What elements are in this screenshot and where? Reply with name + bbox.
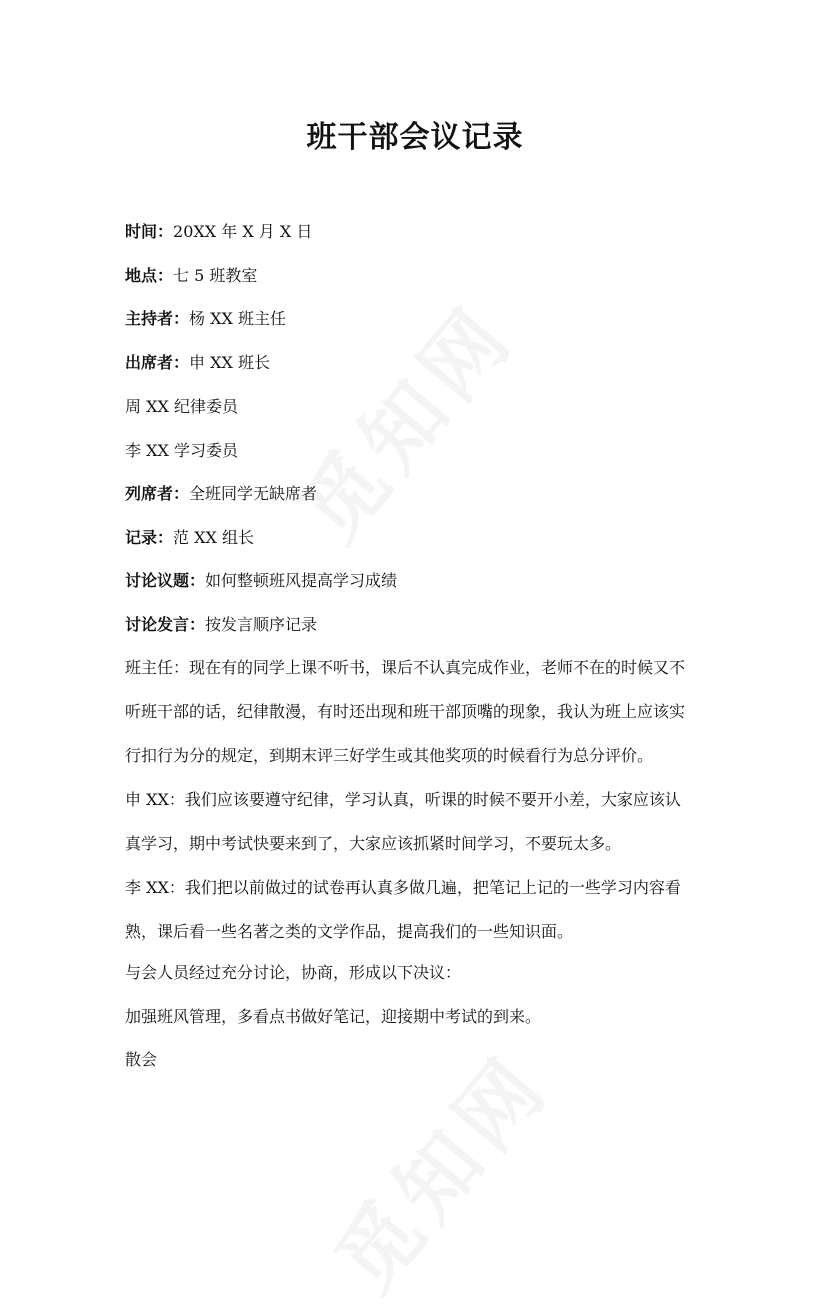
speech-line — [125, 614, 317, 636]
time-line — [125, 221, 312, 243]
watermark-bottom — [304, 1025, 571, 1312]
place-value: 七 5 班教室 — [173, 266, 258, 285]
shen-speech-line-1: 申 XX：我们应该要遵守纪律，学习认真，听课的时候不要开小差，大家应该认 — [125, 790, 681, 809]
topic-line — [125, 570, 397, 592]
shen-speech-line-2: 真学习，期中考试快要来到了，大家应该抓紧时间学习，不要玩太多。 — [125, 834, 622, 853]
attendees-label: 出席者： — [125, 353, 190, 372]
closing-text: 散会 — [125, 1050, 158, 1069]
speech-label: 讨论发言： — [125, 615, 206, 634]
attendee-2: 周 XX 纪律委员 — [125, 397, 238, 416]
li-speech-line-2: 熟，课后看一些名著之类的文学作品，提高我们的一些知识面。 — [125, 922, 574, 941]
attendees-line — [125, 352, 270, 374]
recorder-label: 记录： — [125, 528, 174, 547]
recorder-value: 范 XX 组长 — [173, 528, 254, 547]
observers-label: 列席者： — [125, 484, 190, 503]
time-label: 时间： — [125, 222, 174, 241]
li-speech — [125, 866, 725, 954]
watermark — [269, 275, 536, 562]
resolution-text: 加强班风管理，多看点书做好笔记，迎接期中考试的到来。 — [125, 1007, 542, 1026]
document-title: 班干部会议记录 — [306, 120, 524, 155]
recorder-line — [125, 527, 254, 549]
teacher-speech-line-3: 行扣行为分的规定，到期末评三好学生或其他奖项的时候看行为总分评价。 — [125, 746, 654, 765]
observers-value: 全班同学无缺席者 — [189, 484, 318, 503]
teacher-speech-line-1: 班主任：现在有的同学上课不听书，课后不认真完成作业，老师不在的时候又不 — [125, 658, 686, 677]
resolution-intro: 与会人员经过充分讨论，协商，形成以下决议： — [125, 963, 462, 982]
teacher-speech-line-2: 听班干部的话，纪律散漫，有时还出现和班干部顶嘴的现象，我认为班上应该实 — [125, 702, 686, 721]
host-label: 主持者： — [125, 309, 190, 328]
time-value: 20XX 年 X 月 X 日 — [173, 222, 313, 241]
topic-value: 如何整顿班风提高学习成绩 — [205, 571, 398, 590]
attendee-3: 李 XX 学习委员 — [125, 441, 238, 460]
place-label: 地点： — [125, 266, 174, 285]
place-line — [125, 265, 257, 287]
li-speech-line-1: 李 XX：我们把以前做过的试卷再认真多做几遍，把笔记上记的一些学习内容看 — [125, 878, 681, 897]
observers-line — [125, 483, 317, 505]
attendees-value: 申 XX 班长 — [189, 353, 270, 372]
speech-value: 按发言顺序记录 — [205, 615, 318, 634]
host-value: 杨 XX 班主任 — [189, 309, 286, 328]
teacher-speech — [125, 646, 725, 778]
shen-speech — [125, 778, 725, 866]
host-line — [125, 308, 286, 330]
topic-label: 讨论议题： — [125, 571, 206, 590]
